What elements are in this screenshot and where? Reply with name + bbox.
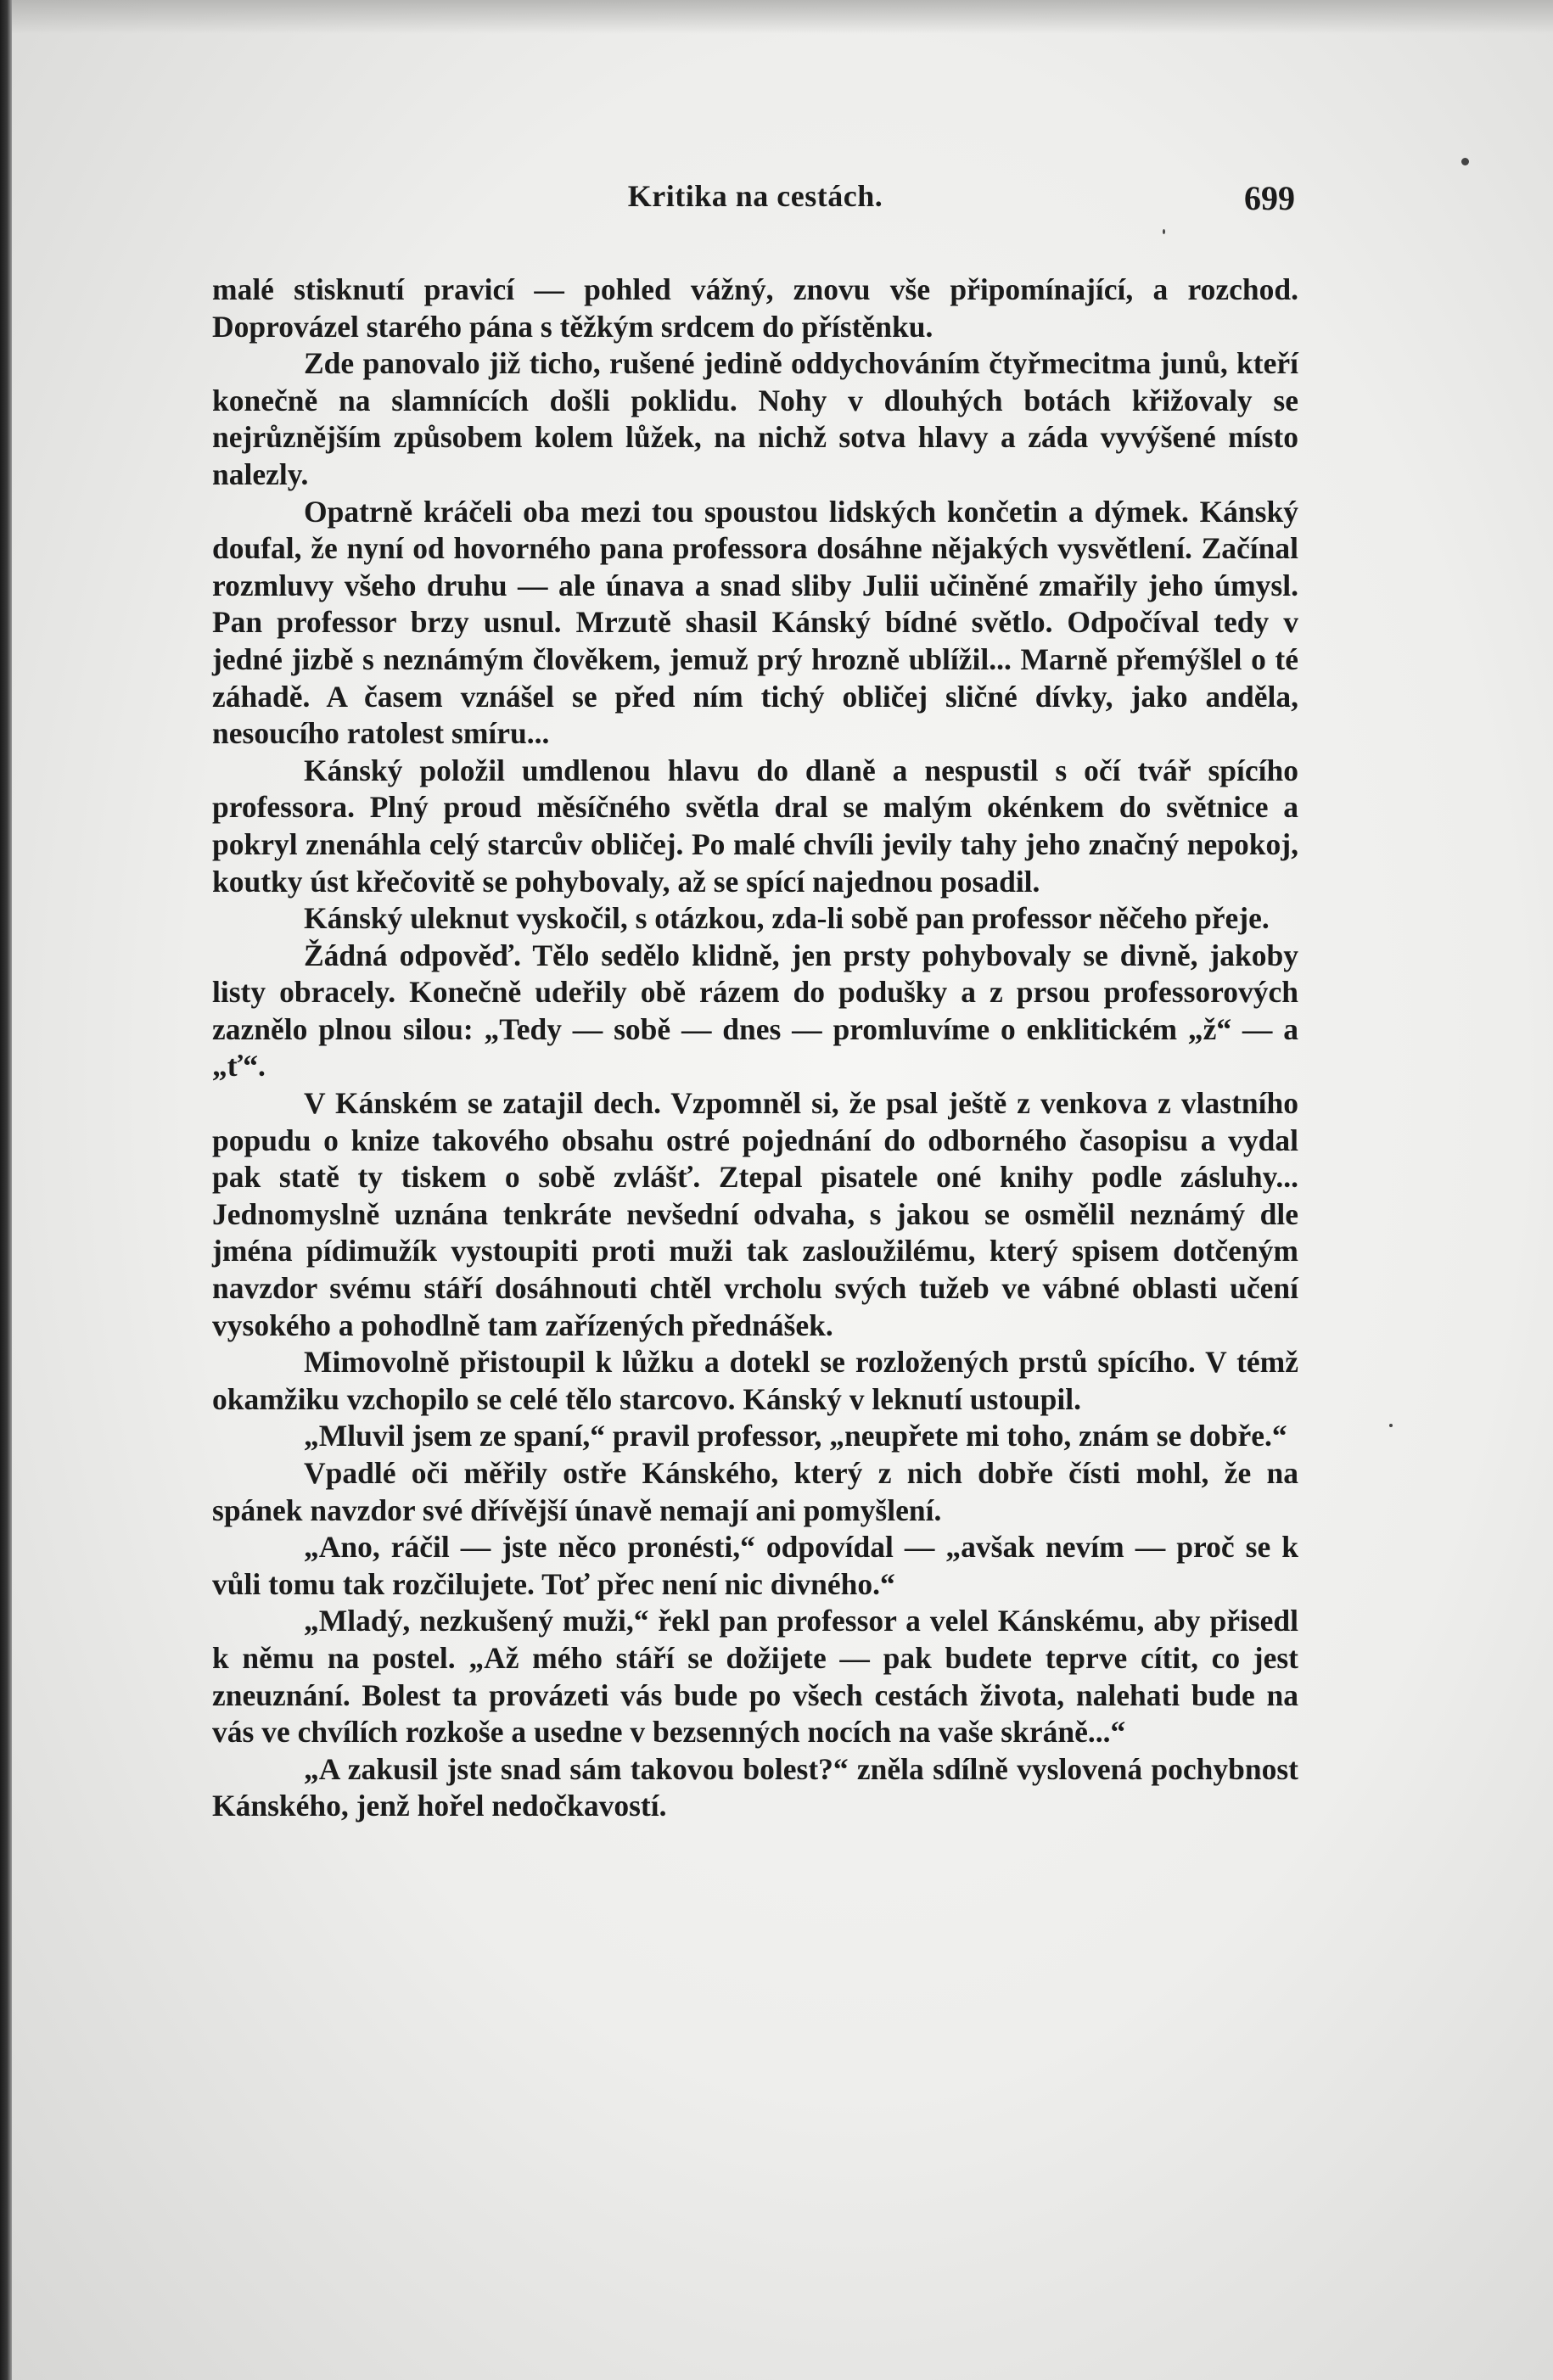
paragraph: „Mladý, nezkušený muži,“ řekl pan professor a velel Kánskému, aby přisedl k němu na postel. „Až mého stáří se dožijete — pak budete teprve cítit, co jest zneuznání. Bolest ta provázeti vás bude po všech cestách života, nalehati bude na vás ve chvílích rozkoše a usedne v bezsenných nocích na vaše skráně...“: [212, 1604, 1298, 1750]
paragraph: Zde panovalo již ticho, rušené jedině oddychováním čtyřmecitma junů, kteří konečně na slamnících došli poklidu. Nohy v dlouhých botách křižovaly se nejrůznějším způsobem kolem lůžek, na nichž sotva hlavy a záda vyvýšené místo nalezly.: [212, 346, 1298, 491]
paragraph: Vpadlé oči měřily ostře Kánského, který z nich dobře čísti mohl, že na spánek navzdor své dřívější únavě nemají ani pomyšlení.: [212, 1456, 1298, 1527]
text-block: [212, 178, 1298, 1825]
paragraph: Kánský uleknut vyskočil, s otázkou, zda-li sobě pan professor něčeho přeje.: [304, 901, 1270, 936]
body-text: [212, 272, 1298, 1825]
paragraph: malé stisknutí pravicí — pohled vážný, znovu vše připomínající, a rozchod. Doprovázel starého pána s těžkým srdcem do přístěnku.: [212, 272, 1298, 344]
book-binding-edge: [0, 0, 12, 2380]
paragraph: „A zakusil jste snad sám takovou bolest?“ zněla sdílně vyslovená pochybnost Kánského, jenž hořel nedočkavostí.: [212, 1751, 1298, 1823]
paragraph: Žádná odpověď. Tělo sedělo klidně, jen prsty pohybovaly se divně, jakoby listy obracely. Konečně udeřily obě rázem do podušky a z prsou professorových zaznělo plnou silou: „Tedy — sobě — dnes — promluvíme o enklitickém „ž“ — a „ť“.: [212, 938, 1298, 1084]
paragraph: V Kánském se zatajil dech. Vzpomněl si, že psal ještě z venkova z vlastního popudu o knize takového obsahu ostré pojednání do odborného časopisu a vydal pak statě ty tiskem o sobě zvlášť. Ztepal pisatele oné knihy podle zásluhy... Jednomyslně uznána tenkráte nevšední odvaha, s jakou se osmělil neznámý dle jména pídimužík vystoupiti proti muži tak zasloužilému, který spisem dotčeným navzdor svému stáří dosáhnouti chtěl vrcholu svých tužeb ve vábné oblasti učení vysokého a pohodlně tam zařízených přednášek.: [212, 1086, 1298, 1342]
paragraph: „Ano, ráčil — jste něco pronésti,“ odpovídal — „avšak nevím — proč se k vůli tomu tak rozčilujete. Toť přec není nic divného.“: [212, 1530, 1298, 1601]
paragraph: Mimovolně přistoupil k lůžku a dotekl se rozložených prstů spícího. V témž okamžiku vzchopilo se celé tělo starcovo. Kánský v leknutí ustoupil.: [212, 1345, 1298, 1416]
paper-speck: [1389, 1424, 1393, 1427]
paragraph: „Mluvil jsem ze spaní,“ pravil professor, „neupřete mi toho, znám se dobře.“: [304, 1419, 1287, 1453]
paragraph: Opatrně kráčeli oba mezi tou spoustou lidských končetin a dýmek. Kánský doufal, že nyní od hovorného pana professora dosáhne nějakých vysvětlení. Začínal rozmluvy všeho druhu — ale únava a snad sliby Julii učiněné zmařily jeho úmysl. Pan professor brzy usnul. Mrzutě shasil Kánský bídné světlo. Odpočíval tedy v jedné jizbě s neznámým člověkem, jemuž prý hrozně ublížil... Marně přemýšlel o té záhadě. A časem vznášel se před ním tichý obličej sličné dívky, jako anděla, nesoucího ratolest smíru...: [212, 494, 1298, 751]
running-title: Kritika na cestách.: [627, 179, 883, 213]
page-number: 699: [1244, 179, 1295, 217]
paper-speck: [1461, 158, 1469, 165]
running-head: [212, 178, 1298, 229]
page-shadow: [12, 0, 1553, 34]
paragraph: Kánský položil umdlenou hlavu do dlaně a nespustil s očí tvář spícího professora. Plný proud měsíčného světla dral se malým okénkem do světnice a pokryl znenáhla celý starcův obličej. Po malé chvíli jevily tahy jeho značný nepokoj, koutky úst křečovitě se pohybovaly, až se spící najednou posadil.: [212, 753, 1298, 899]
